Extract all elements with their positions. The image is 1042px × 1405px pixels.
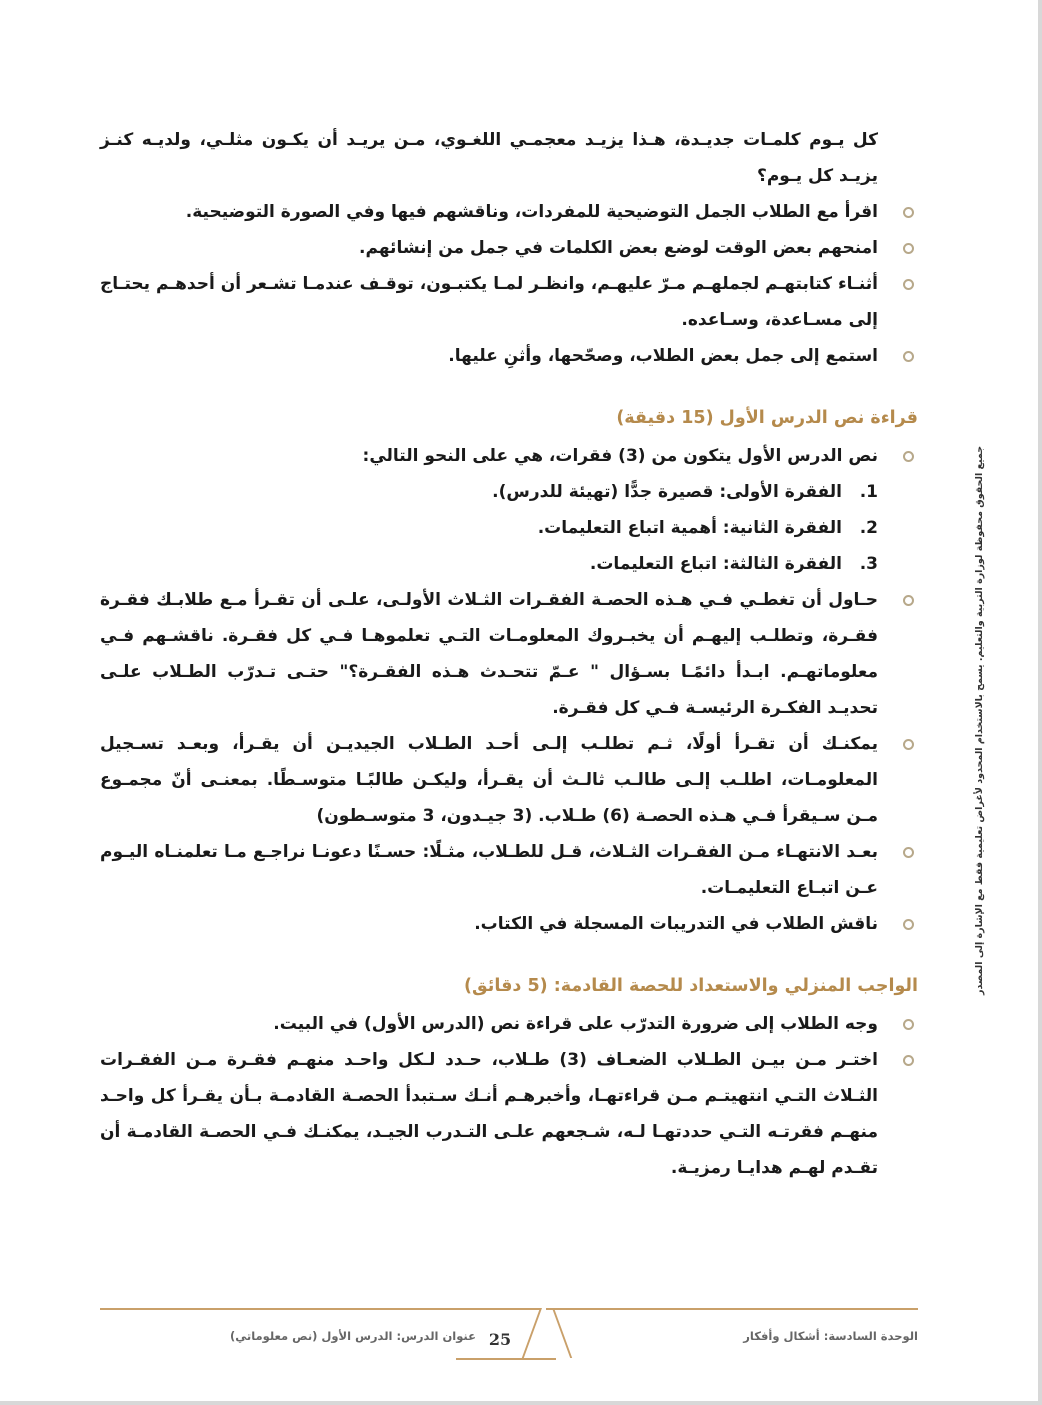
page-number: 25 xyxy=(488,1330,512,1349)
footer-tab-edge xyxy=(552,1308,572,1358)
footer-lesson-title: عنوان الدرس: الدرس الأول (نص معلوماتي) xyxy=(230,1329,476,1343)
list-item: نص الدرس الأول يتكون من (3) فقرات، هي على النحو التالي: 1. الفقرة الأولى: قصيرة جدًّا (تهيئة للدرس). 2. الفقرة الثانية: أهمية اتباع التعليمات. 3. الفقرة الثالثة: اتباع التعليمات. xyxy=(100,438,918,582)
section-heading-reading: قراءة نص الدرس الأول (15 دقيقة) xyxy=(616,408,918,428)
list-item: 2. الفقرة الثانية: أهمية اتباع التعليمات. xyxy=(537,518,878,538)
list-item: أثنـاء كتابتهـم لجملهـم مـرّ عليهـم، وانظـر لمـا يكتبـون، توقـف عندمـا تشـعر أن أحدهـم يحتـاج إلى مسـاعدة، وسـاعده. xyxy=(100,266,918,338)
list-item: وجه الطلاب إلى ضرورة التدرّب على قراءة نص (الدرس الأول) في البيت. xyxy=(100,1006,918,1042)
footer-unit-title: الوحدة السادسة: أشكال وأفكار xyxy=(743,1329,918,1343)
homework-list xyxy=(100,1006,918,1186)
copyright-side-note: جميع الحقوق محفوظة لوزارة التربية والتعليم. يسمح بالاستخدام المحدود لأغراض تعليمية فقط مع الإشارة إلى المصدر xyxy=(974,445,985,995)
circle-bullet-icon xyxy=(903,351,914,362)
circle-bullet-icon xyxy=(903,279,914,290)
circle-bullet-icon xyxy=(903,739,914,750)
page-edge-right xyxy=(1038,0,1042,1405)
reading-activity-list xyxy=(100,438,918,942)
list-item: استمع إلى جمل بعض الطلاب، وصحّحها، وأثنِ عليها. xyxy=(100,338,918,374)
footer-rule-right xyxy=(546,1308,918,1310)
intro-paragraph: كل يـوم كلمـات جديـدة، هـذا يزيـد معجمـي اللغـوي، مـن يريـد أن يكـون مثلـي، ولديـه كنـز يزيـد كل يـوم؟ xyxy=(100,130,878,186)
page-content xyxy=(100,122,918,1186)
circle-bullet-icon xyxy=(903,1055,914,1066)
circle-bullet-icon xyxy=(903,243,914,254)
circle-bullet-icon xyxy=(903,919,914,930)
list-item: اختـر مـن بيـن الطـلاب الضعـاف (3) طـلاب، حـدد لـكل واحـد منهـم فقـرة مـن الفقـرات الثـلاث التـي انتهيتـم مـن قراءتهـا، وأخبرهـم أنـك سـتبدأ الحصـة القادمـة بـأن يقـرأ كل واحـد منهـم فقرتـه التـي حددتهـا لـه، شـجعهم علـى التـدرب الجيـد، يمكنـك فـي الحصـة القادمـة أن تقـدم لهـم هدايـا رمزيـة. xyxy=(100,1042,918,1186)
list-item: حـاول أن تغطـي فـي هـذه الحصـة الفقـرات الثـلاث الأولـى، علـى أن تقـرأ مـع طلابـك فقـرة فقـرة، وتطلـب إليهـم أن يخبـروك المعلومـات التـي تعلموهـا فـي كل فقـرة. ناقشـهم فـي معلوماتهـم. ابـدأ دائمًـا بسـؤال " عـمّ تتحـدث هـذه الفقـرة؟" حتـى تـدرّب الطـلاب علـى تحديـد الفكـرة الرئيسـة فـي كل فقـرة. xyxy=(100,582,918,726)
page-edge-bottom xyxy=(0,1401,1042,1405)
footer-rule-left xyxy=(100,1308,540,1310)
footer-tab-base xyxy=(456,1358,556,1360)
circle-bullet-icon xyxy=(903,207,914,218)
circle-bullet-icon xyxy=(903,451,914,462)
circle-bullet-icon xyxy=(903,847,914,858)
section-heading-homework: الواجب المنزلي والاستعداد للحصة القادمة: (5 دقائق) xyxy=(464,976,918,996)
page-footer xyxy=(100,1300,918,1370)
list-item: 3. الفقرة الثالثة: اتباع التعليمات. xyxy=(589,554,878,574)
list-item: 1. الفقرة الأولى: قصيرة جدًّا (تهيئة للدرس). xyxy=(492,482,878,502)
circle-bullet-icon xyxy=(903,595,914,606)
list-item: يمكنـك أن تقـرأ أولًا، ثـم تطلـب إلـى أحـد الطـلاب الجيديـن أن يقـرأ، وبعـد تسـجيل المعلومـات، اطلـب إلـى طالـب ثالـث أن يقـرأ، وليكـن طالبًـا متوسـطًا. بمعنـى أنّ مجمـوع مـن سـيقرأ فـي هـذه الحصـة (6) طـلاب. (3 جيـدون، 3 متوسـطون) xyxy=(100,726,918,834)
list-item: ناقش الطلاب في التدريبات المسجلة في الكتاب. xyxy=(100,906,918,942)
list-item: امنحهم بعض الوقت لوضع بعض الكلمات في جمل من إنشائهم. xyxy=(100,230,918,266)
circle-bullet-icon xyxy=(903,1019,914,1030)
vocabulary-activity-list xyxy=(100,194,918,374)
paragraph-list xyxy=(100,474,878,582)
list-item: بعـد الانتهـاء مـن الفقـرات الثـلاث، قـل للطـلاب، مثـلًا: حسـنًا دعونـا نراجـع مـا تعلمنـاه اليـوم عـن اتبـاع التعليمـات. xyxy=(100,834,918,906)
list-item: اقرأ مع الطلاب الجمل التوضيحية للمفردات، وناقشهم فيها وفي الصورة التوضيحية. xyxy=(100,194,918,230)
